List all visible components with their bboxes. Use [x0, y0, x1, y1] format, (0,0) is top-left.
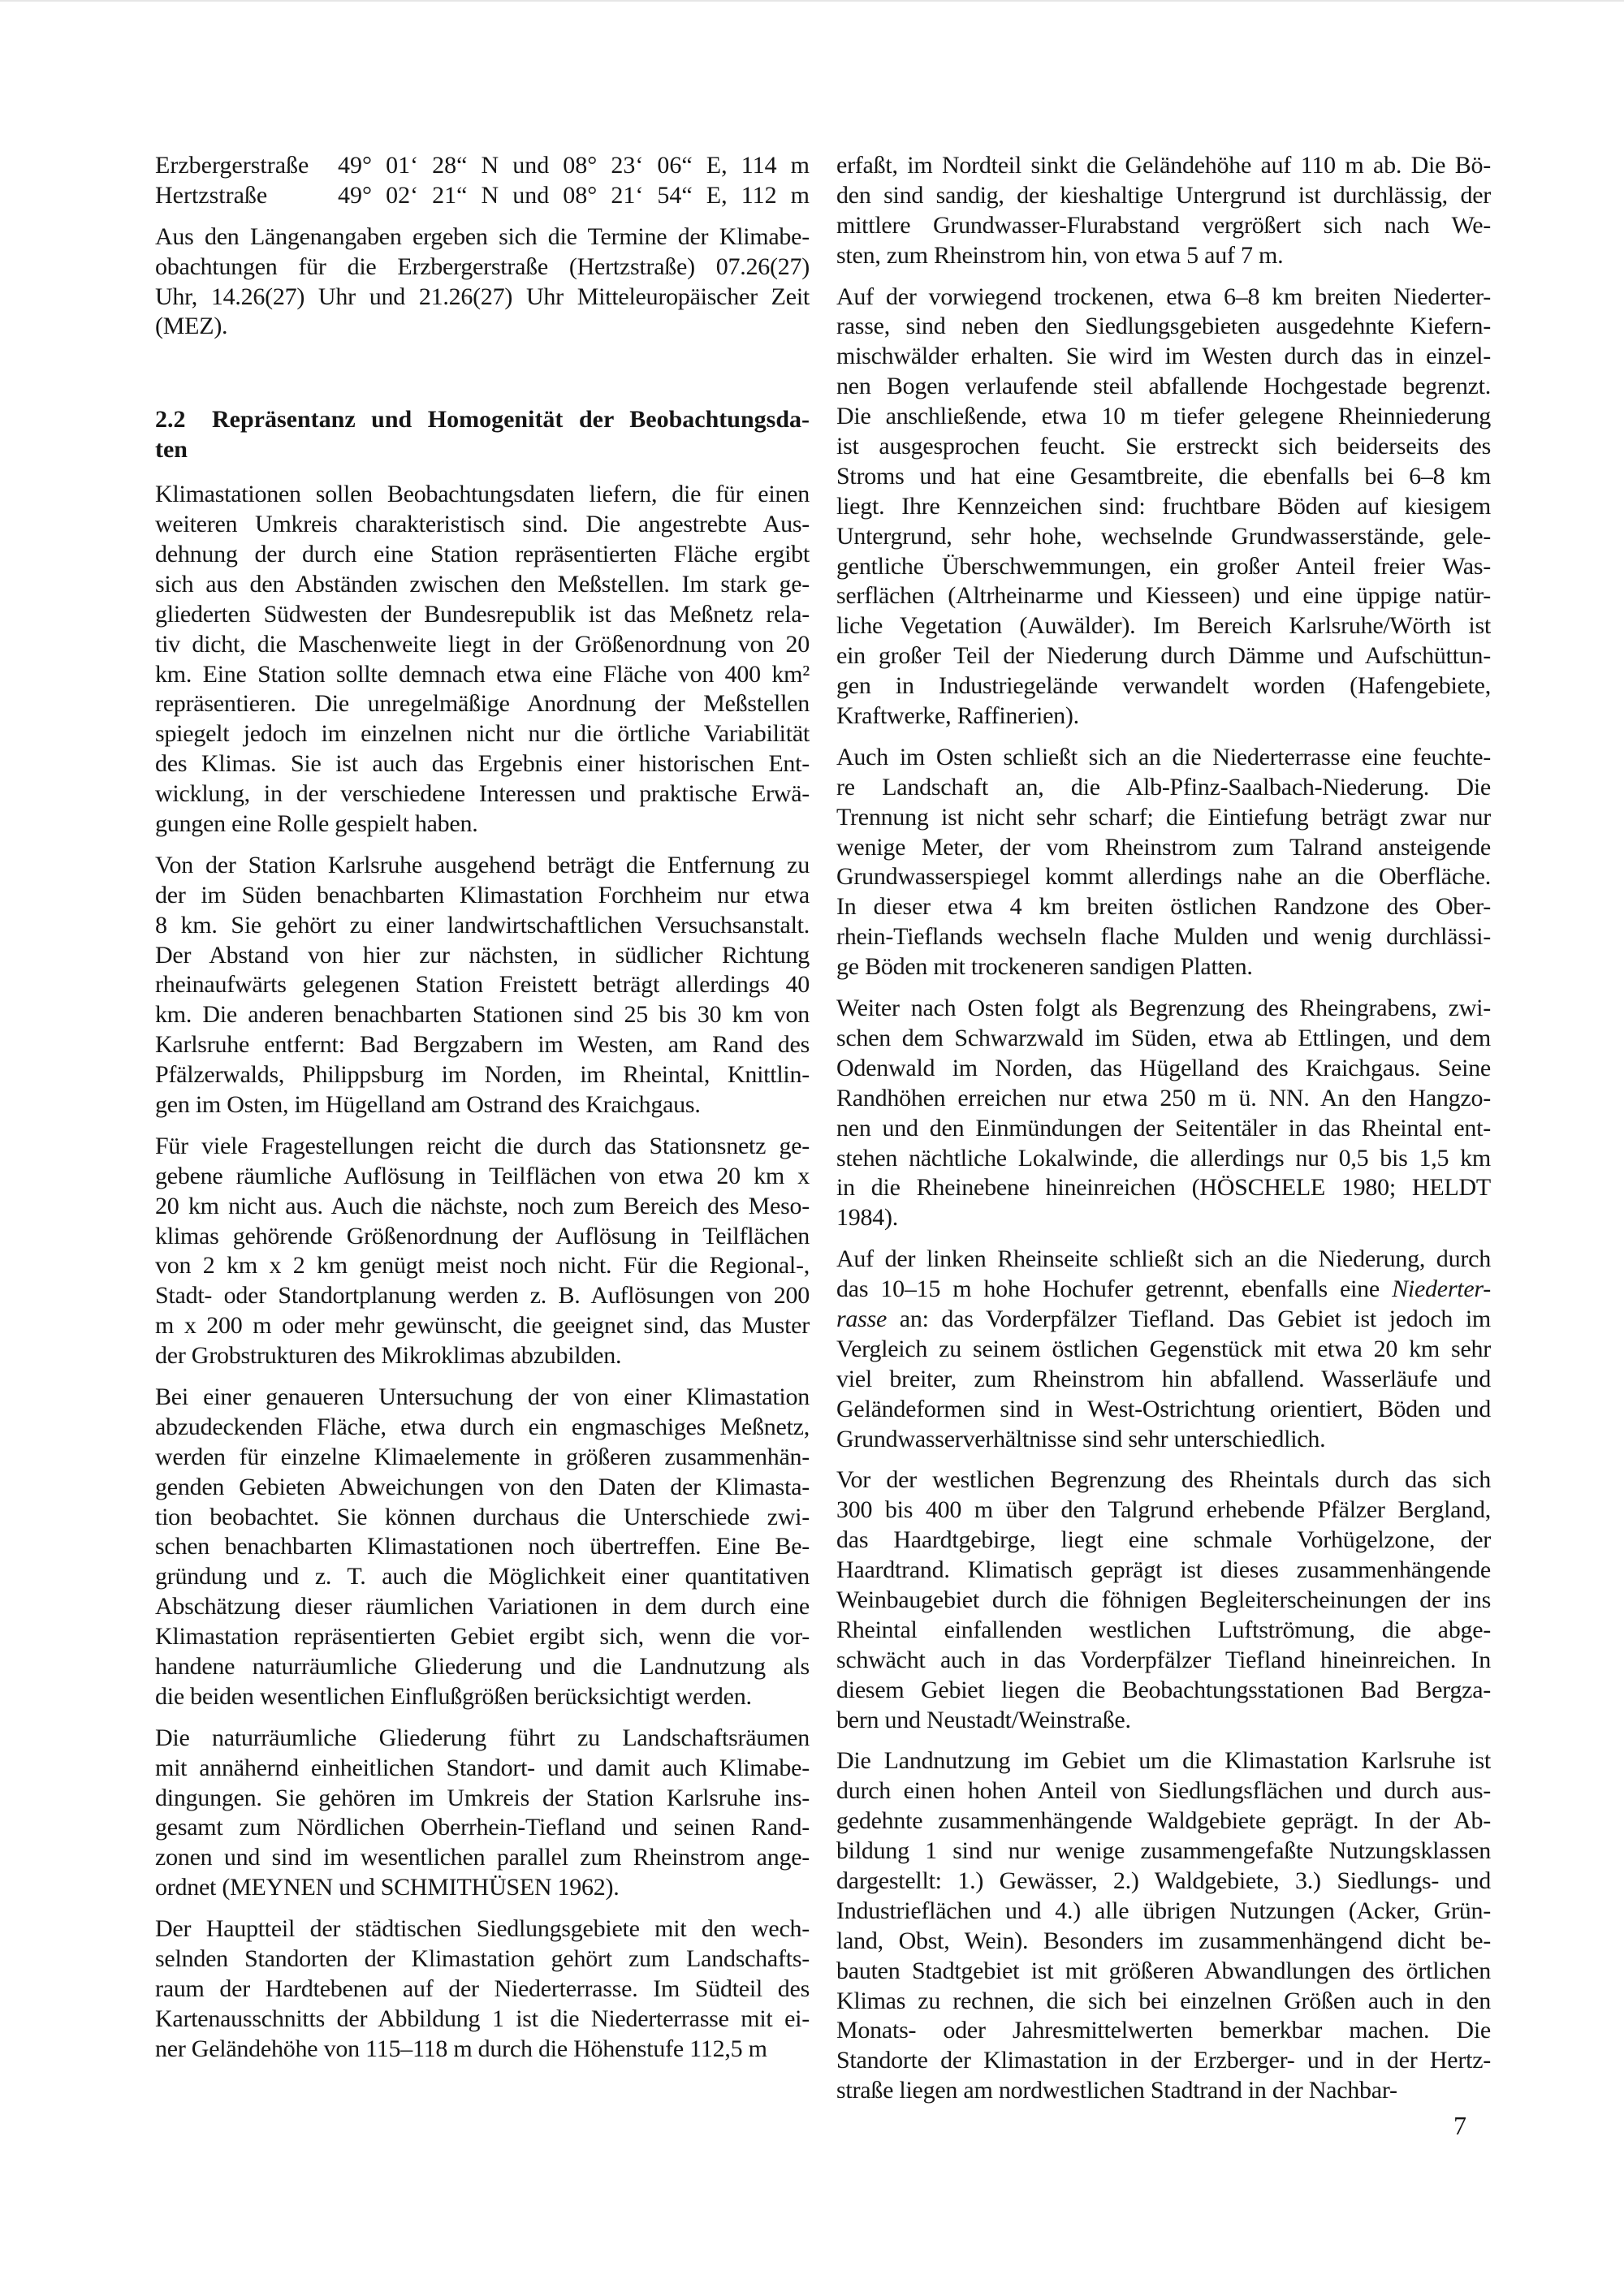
- text-line: wenige Meter, der vom Rheinstrom zum Talrand ansteigende: [836, 833, 1491, 861]
- text-line: rasse, sind neben den Siedlungsgebieten ausgedehnte Kiefern-: [836, 313, 1491, 340]
- text-line: das Haardtgebirge, liegt eine schmale Vorhügelzone, der: [836, 1526, 1491, 1554]
- text-line: Randhöhen erreichen nur etwa 250 m ü. NN. An den Hangzo-: [836, 1084, 1491, 1111]
- text-line: Auf der vorwiegend trockenen, etwa 6–8 km breiten Niederter-: [836, 283, 1491, 310]
- paragraph: [155, 1914, 810, 2064]
- station-coordinates-value: 49° 02‘ 21“ N und 08° 21‘ 54“ E, 112 m: [338, 181, 810, 209]
- text-line: stehen nächtliche Lokalwinde, die allerdings nur 0,5 bis 1,5 km: [836, 1144, 1491, 1172]
- text-line: ner Geländehöhe von 115–118 m durch die Höhenstufe 112,5 m: [155, 2035, 767, 2062]
- text-line: gen in Industriegelände verwandelt worden (Hafengebiete,: [836, 672, 1491, 700]
- text-line: In dieser etwa 4 km breiten östlichen Randzone des Ober-: [836, 893, 1491, 921]
- text-line: gliederten Südwesten der Bundesrepublik ist das Meßnetz rela-: [155, 600, 810, 628]
- text-line: genden Gebieten Abweichungen von den Daten der Klimasta-: [155, 1473, 810, 1500]
- text-line: Weinbaugebiet durch die föhnigen Begleiterscheinungen der ins: [836, 1586, 1491, 1613]
- text-line: Bei einer genaueren Untersuchung der von einer Klimastation: [155, 1383, 810, 1411]
- text-line: [836, 1275, 1491, 1305]
- text-line: Vergleich zu seinem östlichen Gegenstück mit etwa 20 km sehr: [836, 1335, 1491, 1362]
- left-body-paragraphs: [155, 480, 810, 2064]
- text-line: schwächt auch in das Vorderpfälzer Tiefland hineinreichen. In: [836, 1646, 1491, 1673]
- italic-term: rasse: [836, 1305, 888, 1332]
- text-line: der im Süden benachbarten Klimastation Forchheim nur etwa: [155, 881, 810, 908]
- text-line: Haardtrand. Klimatisch geprägt ist dieses zusammenhängende: [836, 1556, 1491, 1584]
- text-line: erfaßt, im Nordteil sinkt die Geländehöhe auf 110 m ab. Die Bö-: [836, 152, 1491, 179]
- text-line: Pfälzerwalds, Philippsburg im Norden, im Rheintal, Knittlin-: [155, 1061, 810, 1089]
- text-line: gebene räumliche Auflösung in Teilflächen von etwa 20 km x: [155, 1162, 810, 1189]
- text-line: Die Landnutzung im Gebiet um die Klimastation Karlsruhe ist: [836, 1747, 1491, 1775]
- text-line: re Landschaft an, die Alb-Pfinz-Saalbach-Niederung. Die: [836, 773, 1491, 801]
- text-segment: das 10–15 m hohe Hochufer getrennt, ebenfalls eine: [836, 1275, 1393, 1303]
- text-line: ge Böden mit trockeneren sandigen Platten.: [836, 953, 1253, 981]
- coordinate-row: [155, 181, 810, 211]
- text-line: gentliche Überschwemmungen, ein großer Anteil freier Was-: [836, 552, 1491, 580]
- text-line: klimas gehörende Größenordnung der Auflösung in Teilflächen: [155, 1222, 810, 1249]
- text-line: gedehnte zusammenhängende Waldgebiete geprägt. In der Ab-: [836, 1807, 1491, 1835]
- text-line: Geländeformen sind in West-Ostrichtung orientiert, Böden und: [836, 1395, 1491, 1422]
- text-line: von 2 km x 2 km genügt meist noch nicht. Für die Regional-,: [155, 1252, 810, 1280]
- text-line: tion beobachtet. Sie können durchaus die Unterschiede zwi-: [155, 1503, 810, 1530]
- text-line: dingungen. Sie gehören im Umkreis der Station Karlsruhe ins-: [155, 1784, 810, 1811]
- section-number: 2.2: [155, 406, 186, 434]
- text-line: sich aus den Abständen zwischen den Meßstellen. Im stark ge-: [155, 570, 810, 598]
- station-name: Erzbergerstraße: [155, 152, 309, 179]
- text-line: Weiter nach Osten folgt als Begrenzung des Rheingrabens, zwi-: [836, 995, 1491, 1022]
- paragraph: [836, 994, 1491, 1233]
- text-line: spiegelt jedoch im einzelnen nicht nur die örtliche Variabilität: [155, 720, 810, 748]
- text-line: gesamt zum Nördlichen Oberrhein-Tiefland und seinen Rand-: [155, 1814, 810, 1841]
- text-line: des Klimas. Sie ist auch das Ergebnis einer historischen Ent-: [155, 750, 810, 778]
- text-line: Stadt- oder Standortplanung werden z. B. Auflösungen von 200: [155, 1282, 810, 1310]
- page-number: 7: [1453, 2111, 1466, 2140]
- text-line: Auch im Osten schließt sich an die Niederterrasse eine feuchte-: [836, 743, 1491, 770]
- text-line: rhein-Tieflands wechseln flache Mulden und wenig durchlässi-: [836, 923, 1491, 951]
- text-line: Klimas zu rechnen, die sich bei einzelnen Größen auch in den: [836, 1987, 1491, 2014]
- text-line: gen im Osten, im Hügelland am Ostrand des Kraichgaus.: [155, 1091, 701, 1118]
- text-line: diesem Gebiet liegen die Beobachtungsstationen Bad Bergza-: [836, 1676, 1491, 1703]
- right-column: [836, 151, 1491, 2117]
- text-line: Der Abstand von hier zur nächsten, in südlicher Richtung: [155, 941, 810, 969]
- text-line: liegt. Ihre Kennzeichen sind: fruchtbare Böden auf kiesigem: [836, 492, 1491, 520]
- text-line: Abschätzung dieser räumlichen Variationen in dem durch eine: [155, 1593, 810, 1621]
- text-line: mischwälder erhalten. Sie wird im Westen durch das in einzel-: [836, 343, 1491, 370]
- text-line: Uhr, 14.26(27) Uhr und 21.26(27) Uhr Mitteleuropäischer Zeit: [155, 283, 810, 310]
- text-line: zonen und sind im wesentlichen parallel zum Rheinstrom ange-: [155, 1844, 810, 1871]
- text-line: ist ausgesprochen feucht. Sie erstreckt sich beiderseits des: [836, 433, 1491, 460]
- paragraph: [155, 1724, 810, 1903]
- left-column: [155, 151, 810, 2076]
- text-line: Standorte der Klimastation in der Erzberger- und in der Hertz-: [836, 2047, 1491, 2074]
- text-line: raum der Hardtebenen auf der Niederterrasse. Im Südteil des: [155, 1974, 810, 2002]
- scan-edge: [0, 0, 1624, 2]
- text-line: nen Bogen verlaufende steil abfallende Hochgestade begrenzt.: [836, 373, 1491, 400]
- text-line: schen benachbarten Klimastationen noch übertreffen. Eine Be-: [155, 1533, 810, 1560]
- text-line: Die naturräumliche Gliederung führt zu Landschaftsräumen: [155, 1724, 810, 1751]
- text-line: Industrieflächen und 4.) alle übrigen Nutzungen (Acker, Grün-: [836, 1897, 1491, 1924]
- text-line: bildung 1 sind nur wenige zusammengefaßte Nutzungsklassen: [836, 1837, 1491, 1865]
- text-line: nen und den Einmündungen der Seitentäler in das Rheintal ent-: [836, 1114, 1491, 1142]
- text-line: Kraftwerke, Raffinerien).: [836, 702, 1079, 730]
- section-title-line: ten: [155, 436, 188, 464]
- text-line: Untergrund, sehr hohe, wechselnde Grundwasserstände, gele-: [836, 522, 1491, 550]
- text-line: mit annähernd einheitlichen Standort- und damit auch Klimabe-: [155, 1754, 810, 1781]
- text-line: Grundwasserspiegel kommt allerdings nahe an die Oberfläche.: [836, 863, 1491, 891]
- coordinate-row: [155, 151, 810, 181]
- text-line: dargestellt: 1.) Gewässer, 2.) Waldgebiete, 3.) Siedlungs- und: [836, 1867, 1491, 1894]
- text-line: straße liegen am nordwestlichen Stadtrand in der Nachbar-: [836, 2077, 1397, 2104]
- text-line: land, Obst, Wein). Besonders im zusammenhängend dicht be-: [836, 1927, 1491, 1954]
- right-body-paragraphs: [836, 151, 1491, 2106]
- station-name: Hertzstraße: [155, 181, 268, 209]
- text-line: Klimastation repräsentierten Gebiet ergibt sich, wenn die vor-: [155, 1623, 810, 1651]
- text-line: die beiden wesentlichen Einflußgrößen berücksichtigt werden.: [155, 1682, 752, 1710]
- text-line: rheinaufwärts gelegenen Station Freistett beträgt allerdings 40: [155, 971, 810, 999]
- text-line: Vor der westlichen Begrenzung des Rheintals durch das sich: [836, 1466, 1491, 1494]
- text-line: in die Rheinebene hineinreichen (HÖSCHELE 1980; HELDT: [836, 1174, 1491, 1202]
- text-line: Der Hauptteil der städtischen Siedlungsgebiete mit den wech-: [155, 1915, 810, 1943]
- text-line: serflächen (Altrheinarme und Kiesseen) und eine üppige natür-: [836, 582, 1491, 610]
- text-line: Kartenausschnitts der Abbildung 1 ist die Niederterrasse mit ei-: [155, 2005, 810, 2032]
- text-line: handene naturräumliche Gliederung und die Landnutzung als: [155, 1653, 810, 1681]
- text-line: Trennung ist nicht sehr scharf; die Eintiefung beträgt zwar nur: [836, 803, 1491, 831]
- text-line: ordnet (MEYNEN und SCHMITHÜSEN 1962).: [155, 1874, 620, 1901]
- text-line: werden für einzelne Klimaelemente in größeren zusammenhän-: [155, 1443, 810, 1470]
- text-line: tiv dicht, die Maschenweite liegt in der Größenordnung von 20: [155, 630, 810, 658]
- station-coordinates-value: 49° 01‘ 28“ N und 08° 23‘ 06“ E, 114 m: [338, 152, 810, 179]
- text-line: [836, 1305, 1491, 1335]
- text-line: 300 bis 400 m über den Talgrund erhebende Pfälzer Bergland,: [836, 1496, 1491, 1524]
- text-line: Von der Station Karlsruhe ausgehend beträgt die Entfernung zu: [155, 851, 810, 878]
- paragraph: [155, 480, 810, 839]
- text-line: selnden Standorten der Klimastation gehört zum Landschafts-: [155, 1945, 810, 1973]
- text-line: abzudeckenden Fläche, etwa durch ein engmaschiges Meßnetz,: [155, 1413, 810, 1440]
- text-line: dehnung der durch eine Station repräsentierten Fläche ergibt: [155, 540, 810, 568]
- text-line: Klimastationen sollen Beobachtungsdaten liefern, die für einen: [155, 481, 810, 508]
- italic-term: Niederter-: [1392, 1275, 1491, 1303]
- paragraph: [836, 283, 1491, 732]
- section-title-line: Repräsentanz und Homogenität der Beobachtungsda-: [212, 406, 810, 434]
- text-line: der Grobstrukturen des Mikroklimas abzubilden.: [155, 1342, 622, 1370]
- text-line: km. Die anderen benachbarten Stationen sind 25 bis 30 km von: [155, 1001, 810, 1029]
- text-line: gungen eine Rolle gespielt haben.: [155, 809, 478, 837]
- text-line: 20 km nicht aus. Auch die nächste, noch zum Bereich des Meso-: [155, 1192, 810, 1219]
- intro-paragraphs: [155, 222, 810, 343]
- text-line: 8 km. Sie gehört zu einer landwirtschaftlichen Versuchsanstalt.: [155, 911, 810, 939]
- text-line: Odenwald im Norden, das Hügelland des Kraichgaus. Seine: [836, 1054, 1491, 1081]
- paragraph: [836, 1245, 1491, 1454]
- text-line: schen dem Schwarzwald im Süden, etwa ab Ettlingen, und dem: [836, 1024, 1491, 1051]
- text-segment: an: das Vorderpfälzer Tiefland. Das Gebiet ist jedoch im: [887, 1305, 1491, 1332]
- text-line: Karlsruhe entfernt: Bad Bergzabern im Westen, am Rand des: [155, 1031, 810, 1059]
- text-line: (MEZ).: [155, 313, 228, 340]
- text-line: viel breiter, zum Rheinstrom hin abfallend. Wasserläufe und: [836, 1365, 1491, 1392]
- text-line: bauten Stadtgebiet ist mit größeren Abwandlungen des örtlichen: [836, 1957, 1491, 1984]
- text-line: den sind sandig, der kieshaltige Untergrund ist durchlässig, der: [836, 181, 1491, 209]
- paragraph: [836, 743, 1491, 982]
- text-line: Stroms und hat eine Gesamtbreite, die ebenfalls bei 6–8 km: [836, 462, 1491, 490]
- paragraph: [155, 1132, 810, 1371]
- text-line: sten, zum Rheinstrom hin, von etwa 5 auf 7 m.: [836, 241, 1284, 269]
- section-heading: [155, 405, 810, 465]
- text-line: Monats- oder Jahresmittelwerten bemerkbar machen. Die: [836, 2017, 1491, 2044]
- paragraph: [836, 151, 1491, 271]
- paragraph: [155, 851, 810, 1120]
- text-line: Für viele Fragestellungen reicht die durch das Stationsnetz ge-: [155, 1132, 810, 1159]
- text-line: km. Eine Station sollte demnach etwa eine Fläche von 400 km²: [155, 660, 810, 688]
- paragraph: [836, 1465, 1491, 1735]
- text-line: weiteren Umkreis charakteristisch sind. Die angestrebte Aus-: [155, 511, 810, 538]
- text-line: wicklung, in der verschiedene Interessen und praktische Erwä-: [155, 780, 810, 808]
- paragraph: [155, 222, 810, 343]
- text-line: m x 200 m oder mehr gewünscht, die geeignet sind, das Muster: [155, 1312, 810, 1340]
- text-line: Grundwasserverhältnisse sind sehr unterschiedlich.: [836, 1425, 1326, 1452]
- paragraph: [155, 1383, 810, 1712]
- text-line: durch einen hohen Anteil von Siedlungsflächen und durch aus-: [836, 1777, 1491, 1805]
- text-line: obachtungen für die Erzbergerstraße (Hertzstraße) 07.26(27): [155, 252, 810, 280]
- text-line: gründung und z. T. auch die Möglichkeit einer quantitativen: [155, 1563, 810, 1590]
- text-line: liche Vegetation (Auwälder). Im Bereich Karlsruhe/Wörth ist: [836, 612, 1491, 640]
- station-coordinates: [155, 151, 810, 211]
- text-line: Aus den Längenangaben ergeben sich die Termine der Klimabe-: [155, 222, 810, 250]
- text-line: 1984).: [836, 1204, 898, 1232]
- text-line: ein großer Teil der Niederung durch Dämme und Aufschüttun-: [836, 642, 1491, 670]
- paragraph: [836, 1746, 1491, 2106]
- text-line: Rheintal einfallenden westlichen Luftströmung, die abge-: [836, 1616, 1491, 1643]
- text-line: bern und Neustadt/Weinstraße.: [836, 1706, 1131, 1733]
- text-line: repräsentieren. Die unregelmäßige Anordnung der Meßstellen: [155, 690, 810, 718]
- text-line: Die anschließende, etwa 10 m tiefer gelegene Rheinniederung: [836, 403, 1491, 430]
- text-line: Auf der linken Rheinseite schließt sich an die Niederung, durch: [836, 1245, 1491, 1273]
- text-line: mittlere Grundwasser-Flurabstand vergrößert sich nach We-: [836, 211, 1491, 239]
